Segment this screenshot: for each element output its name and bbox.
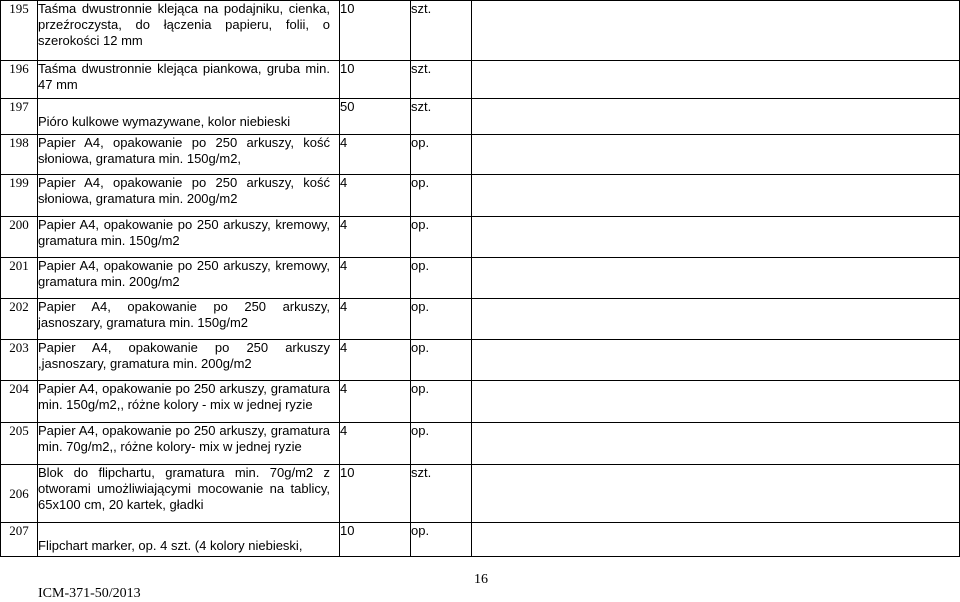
item-unit: op.	[411, 340, 472, 381]
item-quantity: 10	[340, 61, 411, 99]
item-description: Papier A4, opakowanie po 250 arkuszy, kremowy, gramatura min. 200g/m2	[38, 258, 330, 289]
table-row	[1, 1, 960, 61]
item-description: Pióro kulkowe wymazywane, kolor niebieski	[38, 114, 291, 129]
item-unit: op.	[411, 381, 472, 423]
item-unit: op.	[411, 523, 472, 557]
row-number: 198	[1, 135, 38, 175]
row-number: 204	[1, 381, 38, 423]
table-row	[1, 217, 960, 258]
item-unit: op.	[411, 299, 472, 340]
item-description: Taśma dwustronnie klejąca na podajniku, cienka, przeźroczysta, do łączenia papieru, folii, o szerokości 12 mm	[38, 1, 330, 48]
table-row	[1, 175, 960, 217]
row-number: 203	[1, 340, 38, 381]
item-description: Papier A4, opakowanie po 250 arkuszy, kremowy, gramatura min. 150g/m2	[38, 217, 330, 248]
item-unit: szt.	[411, 61, 472, 99]
item-unit: op.	[411, 135, 472, 175]
table-row	[1, 135, 960, 175]
item-description: Taśma dwustronnie klejąca piankowa, gruba min. 47 mm	[38, 61, 330, 92]
row-number: 201	[1, 258, 38, 299]
item-quantity: 4	[340, 423, 411, 465]
row-number: 202	[1, 299, 38, 340]
item-description: Papier A4, opakowanie po 250 arkuszy ,jasnoszary, gramatura min. 200g/m2	[38, 340, 330, 371]
item-description: Papier A4, opakowanie po 250 arkuszy, jasnoszary, gramatura min. 150g/m2	[38, 299, 330, 330]
item-description: Flipchart marker, op. 4 szt. (4 kolory niebieski,	[38, 538, 303, 553]
item-quantity: 4	[340, 381, 411, 423]
table-row	[1, 340, 960, 381]
row-number: 207	[1, 523, 38, 557]
item-quantity: 10	[340, 1, 411, 61]
table-row	[1, 299, 960, 340]
item-quantity: 4	[340, 340, 411, 381]
table-row	[1, 423, 960, 465]
item-quantity: 4	[340, 135, 411, 175]
row-number: 195	[1, 1, 38, 61]
item-unit: op.	[411, 423, 472, 465]
row-number: 206	[1, 465, 38, 523]
item-description: Papier A4, opakowanie po 250 arkuszy, gramatura min. 70g/m2,, różne kolory- mix w jednej ryzie	[38, 423, 330, 454]
table-row	[1, 61, 960, 99]
table-row	[1, 465, 960, 523]
table-row	[1, 258, 960, 299]
item-description: Papier A4, opakowanie po 250 arkuszy, kość słoniowa, gramatura min. 200g/m2	[38, 175, 330, 206]
item-quantity: 4	[340, 217, 411, 258]
item-description: Papier A4, opakowanie po 250 arkuszy, kość słoniowa, gramatura min. 150g/m2,	[38, 135, 330, 166]
document-id: ICM-371-50/2013	[38, 586, 141, 601]
item-quantity: 10	[340, 523, 411, 557]
row-number: 199	[1, 175, 38, 217]
table-row	[1, 99, 960, 135]
row-number: 200	[1, 217, 38, 258]
item-description: Papier A4, opakowanie po 250 arkuszy, gramatura min. 150g/m2,, różne kolory - mix w jednej ryzie	[38, 381, 330, 412]
item-unit: szt.	[411, 1, 472, 61]
page-number: 16	[474, 572, 488, 587]
item-quantity: 4	[340, 299, 411, 340]
item-description: Blok do flipchartu, gramatura min. 70g/m2 z otworami umożliwiającymi mocowanie na tablicy, 65x100 cm, 20 kartek, gładki	[38, 465, 330, 512]
row-number: 205	[1, 423, 38, 465]
item-unit: szt.	[411, 99, 472, 135]
item-unit: szt.	[411, 465, 472, 523]
table-row	[1, 523, 960, 557]
row-number: 197	[1, 99, 38, 135]
item-quantity: 4	[340, 258, 411, 299]
item-quantity: 10	[340, 465, 411, 523]
table-row	[1, 381, 960, 423]
item-unit: op.	[411, 217, 472, 258]
item-quantity: 50	[340, 99, 411, 135]
row-number: 196	[1, 61, 38, 99]
item-unit: op.	[411, 175, 472, 217]
item-unit: op.	[411, 258, 472, 299]
item-quantity: 4	[340, 175, 411, 217]
